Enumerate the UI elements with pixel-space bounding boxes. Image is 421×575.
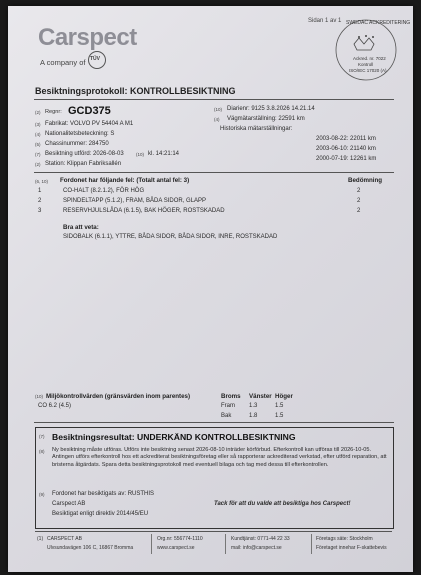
footer-address: Ulvsundavägen 106 C, 16867 Bromma — [47, 545, 134, 551]
fault-text: CO-HALT (8.2.1.2), FÖR HÖG — [63, 188, 145, 194]
fault-rating: 2 — [357, 188, 361, 194]
ref-marker: (3) — [35, 122, 41, 127]
fault-text: RESERVHJULSLÅDA (6.1.5), BAK HÖGER, ROSTSKADAD — [63, 208, 225, 214]
footer-divider — [151, 534, 152, 554]
ref-marker: (10) — [136, 152, 145, 157]
footer — [35, 531, 392, 556]
fault-rating: 2 — [357, 208, 361, 214]
ref-marker: (5) — [35, 142, 41, 147]
page-title: Besiktningsprotokoll: KONTROLLBESIKTNING — [35, 86, 236, 96]
footer-orgnr: Org.nr: 556774-1110 — [157, 536, 203, 542]
inspector-company: Carspect AB — [52, 501, 86, 507]
environment-values: CO 6.2 (4.5) — [38, 403, 72, 409]
brake-value: 1.8 — [249, 413, 258, 419]
seal-line-2: Kontroll — [358, 62, 374, 67]
logo-tagline: A company of — [40, 58, 86, 67]
ref-marker: (1) — [37, 536, 44, 542]
footer-company: CARSPECT AB — [47, 536, 82, 542]
chassis-number: Chassinummer: 284750 — [45, 141, 109, 147]
swedac-seal-icon — [332, 16, 400, 84]
page-number: Sidan 1 av 1 — [308, 18, 342, 24]
regulation: Besiktigat enligt direktiv 2014/45/EU — [52, 511, 149, 517]
ref-marker: (7) — [35, 152, 41, 157]
section-divider — [34, 172, 394, 173]
brake-header: Vänster — [249, 393, 272, 400]
history-item: 2003-06-10: 21140 km — [316, 146, 376, 152]
result-box — [35, 427, 394, 529]
ref-marker: (2) — [35, 162, 41, 167]
environment-heading: Miljökontrollvärden (gränsvärden inom parentes) — [46, 393, 191, 400]
history-label: Historiska mätarställningar: — [220, 126, 293, 132]
inspection-time: kl. 14:21:14 — [148, 151, 180, 157]
tuv-icon: TÜV — [88, 51, 106, 69]
result-paragraph: Ny besiktning måste utföras. Utförs inte besiktning senast 2026-08-10 inträder körförbud. Efterkontroll kan utföras till 2026-10-05. Antingen utförs efterkontroll hos ett ackrediterat besiktningsföretag eller så rapporterar ackrediterad verkstad, efter utförd reparation, att bristerna åtgärdats. Spara detta besiktningsprotokoll med eventuell bilaga och tag med dessa till efterkontrollen. — [52, 447, 387, 468]
regno-label: Regnr: — [45, 109, 62, 115]
fault-rating: 2 — [357, 198, 361, 204]
ref-marker: (8) — [39, 449, 45, 454]
ref-marker: (2) — [35, 110, 41, 115]
inspection-date: Besiktning utförd: 2026-08-03 — [45, 151, 124, 157]
brake-value: 1.5 — [275, 413, 284, 419]
rating-header: Bedömning — [348, 177, 383, 184]
ref-marker: (9) — [39, 492, 45, 497]
footer-tax: Företaget innehar F-skattebevis — [316, 545, 387, 551]
thank-you-note: Tack för att du valde att besiktiga hos Carspect! — [214, 501, 351, 507]
fault-text: SPINDELTAPP (5.1.2), FRAM, BÅDA SIDOR, GLAPP — [63, 198, 207, 204]
brake-header: Höger — [275, 393, 293, 400]
brake-row-label: Bak — [221, 413, 232, 419]
footer-divider — [225, 534, 226, 554]
faults-heading: Fordonet har följande fel: (Totalt antal fel: 3) — [60, 177, 190, 184]
odometer: Vägmätarställning: 22591 km — [227, 116, 305, 122]
vehicle-make: Fabrikat: VOLVO PV 54404 A M1 — [45, 121, 134, 127]
result-heading: Besiktningsresultat: UNDERKÄND KONTROLLBESIKTNING — [52, 432, 296, 442]
seal-ring-text: SWEDAC ACKREDITERING — [346, 20, 411, 26]
good-to-know-heading: Bra att veta: — [63, 224, 99, 231]
inspection-protocol-sheet — [8, 6, 413, 572]
brake-value: 1.5 — [275, 403, 284, 409]
station: Station: Klippan Fabriksallén — [45, 161, 122, 167]
ref-marker: (4) — [214, 117, 220, 122]
title-divider — [34, 99, 394, 100]
ref-marker: (6, 10) — [35, 179, 49, 184]
history-item: 2000-07-19: 12261 km — [316, 156, 377, 162]
footer-divider — [311, 534, 312, 554]
brake-row-label: Fram — [221, 403, 235, 409]
seal-line-3: ISO/IEC 17020 (A) — [349, 68, 387, 73]
fault-number: 3 — [38, 208, 42, 214]
ref-marker: (4) — [35, 132, 41, 137]
ref-marker: (10) — [35, 394, 44, 399]
registration-number: GCD375 — [68, 105, 111, 117]
fault-number: 1 — [38, 188, 42, 194]
good-to-know-text: SIDOBALK (6.1.1), YTTRE, BÅDA SIDOR, BÅDA SIDOR, INRE, ROSTSKADAD — [63, 234, 278, 240]
footer-seat: Företags säte: Stockholm — [316, 536, 373, 542]
diary-number: Diarienr: 9125 3.8.2026 14.21.14 — [227, 106, 315, 112]
footer-phone: Kundtjänst: 0771-44 22 33 — [231, 536, 290, 542]
section-divider — [34, 422, 394, 423]
history-item: 2003-08-22: 22011 km — [316, 136, 376, 142]
ref-marker: (10) — [214, 107, 223, 112]
nationality: Nationalitetsbeteckning: S — [45, 131, 115, 137]
ref-marker: (7) — [39, 434, 45, 439]
brake-header: Broms — [221, 393, 241, 400]
footer-web: www.carspect.se — [157, 545, 195, 551]
seal-line-1: Ackred. nr. 7022 — [353, 56, 386, 61]
brake-value: 1.3 — [249, 403, 258, 409]
carspect-logo: Carspect — [38, 24, 137, 51]
fault-number: 2 — [38, 198, 42, 204]
footer-mail: mail: info@carspect.se — [231, 545, 282, 551]
inspector: Fordonet har besiktigats av: RUSTHIS — [52, 491, 155, 497]
